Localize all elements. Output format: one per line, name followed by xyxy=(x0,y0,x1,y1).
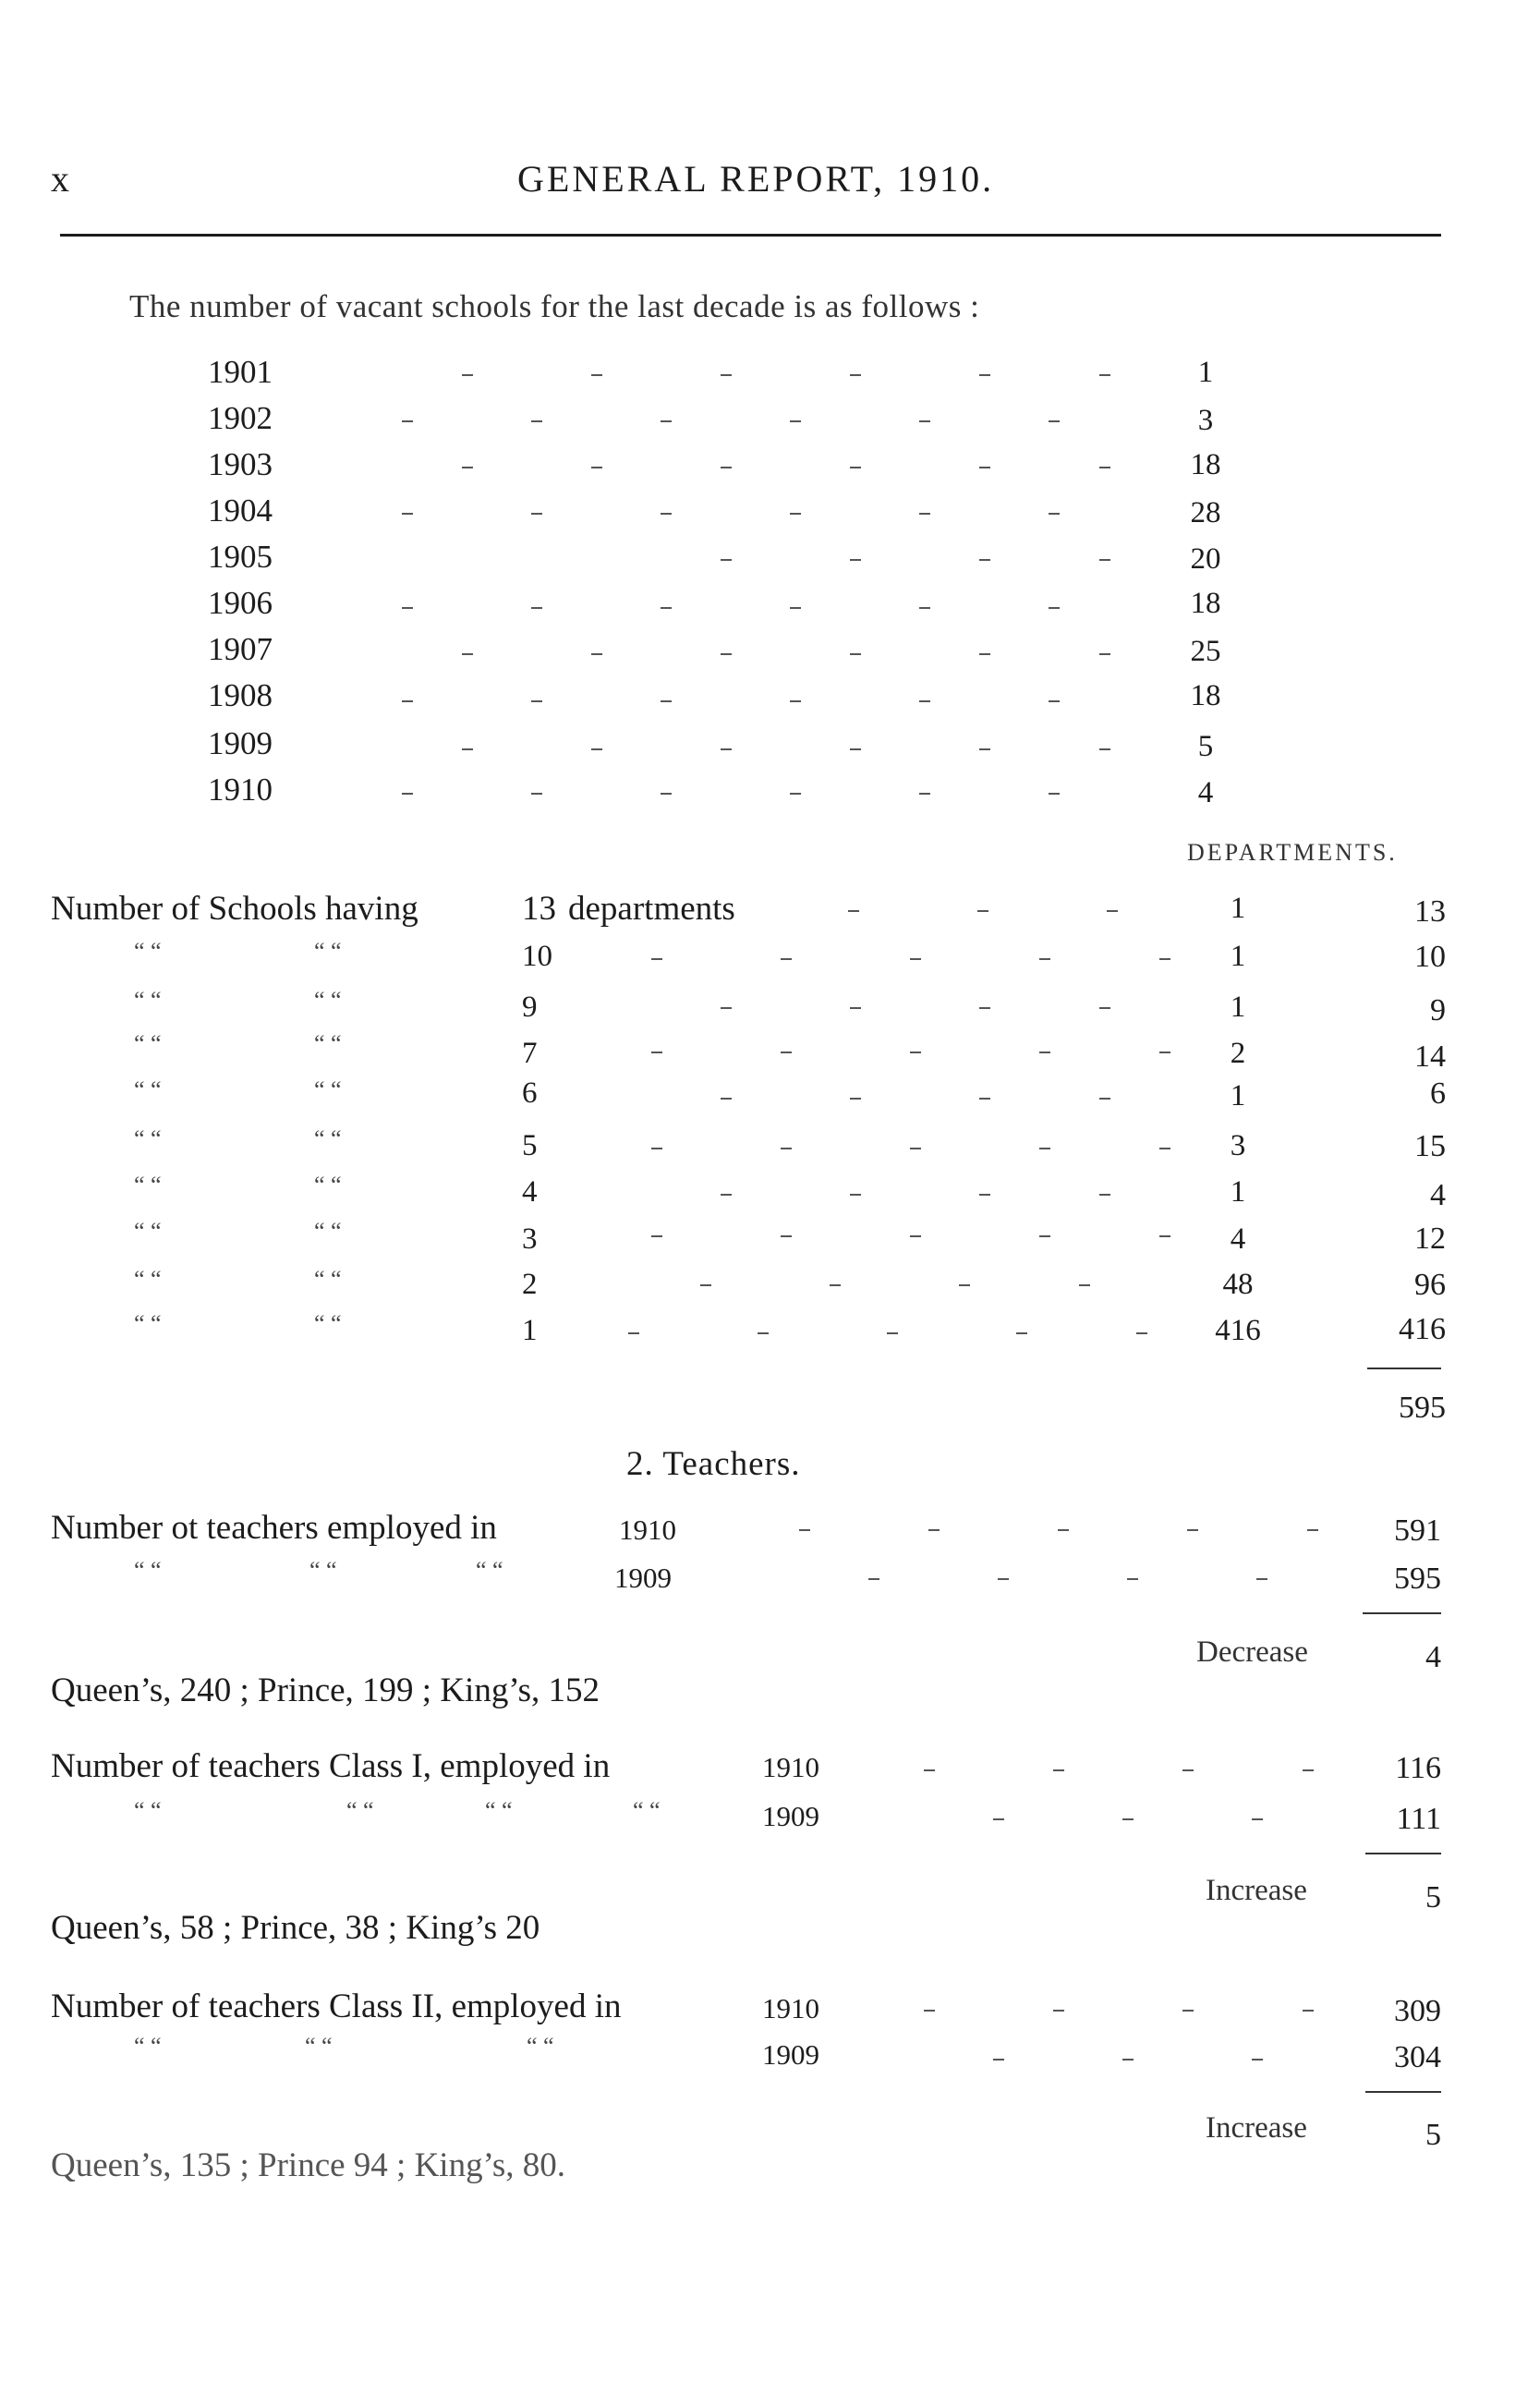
schools-count: 3 xyxy=(1230,1129,1246,1162)
departments-total: 96 xyxy=(1414,1268,1446,1302)
employed-value-a: 591 xyxy=(1394,1513,1441,1548)
departments-total: 13 xyxy=(1414,894,1446,929)
leader-dashes xyxy=(651,1148,1169,1151)
ditto-mark: “ “ xyxy=(346,1797,374,1824)
class2-label: Number of teachers Class II, employed in xyxy=(51,1988,622,2025)
departments-grand-total: 595 xyxy=(1399,1391,1446,1425)
vacant-count: 18 xyxy=(1190,587,1221,620)
vacant-count: 18 xyxy=(1190,679,1221,712)
class1-breakdown: Queen’s, 58 ; Prince, 38 ; King’s 20 xyxy=(51,1909,540,1947)
departments-total: 10 xyxy=(1414,940,1446,974)
vacant-count: 5 xyxy=(1197,730,1214,763)
leader-dashes xyxy=(924,2010,1312,2013)
header-rule xyxy=(60,234,1441,237)
ditto-mark: “ “ xyxy=(134,938,162,965)
ditto-mark: “ “ xyxy=(134,987,162,1014)
class2-year-b: 1909 xyxy=(762,2038,819,2071)
departments-total: 9 xyxy=(1430,993,1446,1027)
leader-dashes xyxy=(868,1578,1266,1582)
leader-dashes xyxy=(462,653,1109,657)
departments-count: 2 xyxy=(522,1268,538,1301)
ditto-mark: “ “ xyxy=(134,1218,162,1245)
vacant-count: 4 xyxy=(1197,776,1214,809)
class1-value-a: 116 xyxy=(1395,1751,1441,1785)
page-number: x xyxy=(51,158,69,200)
leader-dashes xyxy=(924,1769,1312,1773)
ditto-mark: “ “ xyxy=(314,938,342,965)
departments-total: 14 xyxy=(1414,1039,1446,1074)
vacant-year: 1909 xyxy=(208,725,273,761)
sum-rule xyxy=(1365,1853,1441,1854)
vacant-year: 1910 xyxy=(208,772,273,808)
vacant-year: 1903 xyxy=(208,446,273,482)
employed-change-label: Decrease xyxy=(1196,1635,1308,1669)
leader-dashes xyxy=(402,793,1067,796)
employed-year-a: 1910 xyxy=(619,1513,676,1546)
schools-count: 4 xyxy=(1230,1222,1246,1256)
leader-dashes xyxy=(462,559,1109,563)
departments-total: 12 xyxy=(1414,1222,1446,1256)
class1-year-a: 1910 xyxy=(762,1751,819,1783)
ditto-mark: “ “ xyxy=(305,2033,333,2060)
ditto-mark: “ “ xyxy=(314,1030,342,1057)
leader-dashes xyxy=(700,1284,1088,1288)
ditto-mark: “ “ xyxy=(633,1797,661,1824)
departments-count: 9 xyxy=(522,991,538,1024)
ditto-mark: “ “ xyxy=(134,1797,162,1824)
class2-year-a: 1910 xyxy=(762,1992,819,2024)
departments-count: 6 xyxy=(522,1076,538,1110)
employed-year-b: 1909 xyxy=(614,1562,672,1594)
schools-count: 416 xyxy=(1215,1314,1261,1347)
ditto-mark: “ “ xyxy=(134,1266,162,1293)
departments-count: 13 xyxy=(522,890,556,928)
departments-count: 7 xyxy=(522,1037,538,1070)
ditto-mark: “ “ xyxy=(314,1076,342,1103)
departments-total: 15 xyxy=(1414,1129,1446,1163)
ditto-mark: “ “ xyxy=(134,1030,162,1057)
teachers-section-title: 2. Teachers. xyxy=(626,1445,801,1483)
leader-dashes xyxy=(651,1235,1169,1239)
leader-dashes xyxy=(721,1098,1109,1101)
schools-count: 1 xyxy=(1230,1175,1246,1209)
vacant-year: 1906 xyxy=(208,585,273,621)
leader-dashes xyxy=(628,1332,1146,1336)
sum-rule xyxy=(1367,1368,1441,1369)
leader-dashes xyxy=(721,1194,1109,1197)
leader-dashes xyxy=(721,1007,1109,1011)
leader-dashes xyxy=(462,374,1109,378)
vacant-year: 1904 xyxy=(208,492,273,529)
schools-count: 48 xyxy=(1222,1268,1254,1301)
ditto-mark: “ “ xyxy=(134,1076,162,1103)
vacant-count: 28 xyxy=(1190,496,1221,529)
class2-change-value: 5 xyxy=(1425,2118,1441,2152)
leader-dashes xyxy=(848,910,1116,914)
ditto-mark: “ “ xyxy=(314,1266,342,1293)
leader-dashes xyxy=(993,2059,1270,2062)
ditto-mark: “ “ xyxy=(314,1310,342,1337)
page-title: GENERAL REPORT, 1910. xyxy=(517,158,995,200)
class2-value-a: 309 xyxy=(1394,1994,1441,2028)
vacant-year: 1902 xyxy=(208,400,273,436)
class1-label: Number of teachers Class I, employed in xyxy=(51,1747,611,1785)
employed-breakdown: Queen’s, 240 ; Prince, 199 ; King’s, 152 xyxy=(51,1672,600,1709)
schools-count: 1 xyxy=(1230,1079,1246,1112)
schools-count: 1 xyxy=(1230,940,1246,973)
leader-dashes xyxy=(993,1818,1270,1822)
vacant-schools-intro: The number of vacant schools for the last decade is as follows : xyxy=(129,288,980,324)
departments-total: 6 xyxy=(1430,1076,1446,1111)
departments-suffix: departments xyxy=(568,890,735,928)
ditto-mark: “ “ xyxy=(314,1218,342,1245)
class1-change-value: 5 xyxy=(1425,1880,1441,1915)
vacant-count: 20 xyxy=(1190,542,1221,576)
schools-count: 1 xyxy=(1230,892,1246,925)
ditto-mark: “ “ xyxy=(485,1797,513,1824)
ditto-mark: “ “ xyxy=(476,1557,503,1584)
class1-year-b: 1909 xyxy=(762,1800,819,1832)
ditto-mark: “ “ xyxy=(134,1557,162,1584)
class2-value-b: 304 xyxy=(1394,2040,1441,2074)
departments-column-header: DEPARTMENTS. xyxy=(1187,839,1398,866)
class2-breakdown: Queen’s, 135 ; Prince 94 ; King’s, 80. xyxy=(51,2146,566,2184)
leader-dashes xyxy=(651,958,1169,962)
leader-dashes xyxy=(462,748,1109,752)
departments-count: 3 xyxy=(522,1222,538,1256)
vacant-count: 1 xyxy=(1197,356,1214,389)
ditto-mark: “ “ xyxy=(134,1125,162,1152)
employed-label: Number ot teachers employed in xyxy=(51,1509,497,1547)
employed-value-b: 595 xyxy=(1394,1562,1441,1596)
ditto-mark: “ “ xyxy=(314,1172,342,1198)
ditto-mark: “ “ xyxy=(314,1125,342,1152)
departments-count: 10 xyxy=(522,940,552,973)
ditto-mark: “ “ xyxy=(134,1310,162,1337)
vacant-year: 1908 xyxy=(208,677,273,713)
departments-count: 5 xyxy=(522,1129,538,1162)
sum-rule xyxy=(1365,2091,1441,2093)
class1-value-b: 111 xyxy=(1396,1802,1441,1836)
schools-count: 1 xyxy=(1230,991,1246,1024)
departments-count: 1 xyxy=(522,1314,538,1347)
departments-count: 4 xyxy=(522,1175,538,1209)
vacant-year: 1907 xyxy=(208,631,273,667)
leader-dashes xyxy=(402,513,1067,517)
ditto-mark: “ “ xyxy=(309,1557,337,1584)
leader-dashes xyxy=(402,700,1067,704)
ditto-mark: “ “ xyxy=(314,987,342,1014)
departments-total: 4 xyxy=(1430,1178,1446,1212)
ditto-mark: “ “ xyxy=(527,2033,554,2060)
vacant-count: 3 xyxy=(1197,404,1214,437)
class1-change-label: Increase xyxy=(1206,1874,1307,1907)
employed-change-value: 4 xyxy=(1425,1640,1441,1674)
leader-dashes xyxy=(651,1052,1169,1055)
sum-rule xyxy=(1363,1612,1441,1614)
ditto-mark: “ “ xyxy=(134,2033,162,2060)
vacant-count: 18 xyxy=(1190,448,1221,481)
departments-total: 416 xyxy=(1399,1312,1446,1346)
class2-change-label: Increase xyxy=(1206,2111,1307,2145)
vacant-year: 1901 xyxy=(208,354,273,390)
vacant-count: 25 xyxy=(1190,635,1221,668)
vacant-year: 1905 xyxy=(208,539,273,575)
departments-label: Number of Schools having xyxy=(51,890,418,928)
leader-dashes xyxy=(799,1529,1316,1533)
ditto-mark: “ “ xyxy=(134,1172,162,1198)
schools-count: 2 xyxy=(1230,1037,1246,1070)
leader-dashes xyxy=(462,467,1109,470)
leader-dashes xyxy=(402,420,1067,424)
leader-dashes xyxy=(402,607,1067,611)
